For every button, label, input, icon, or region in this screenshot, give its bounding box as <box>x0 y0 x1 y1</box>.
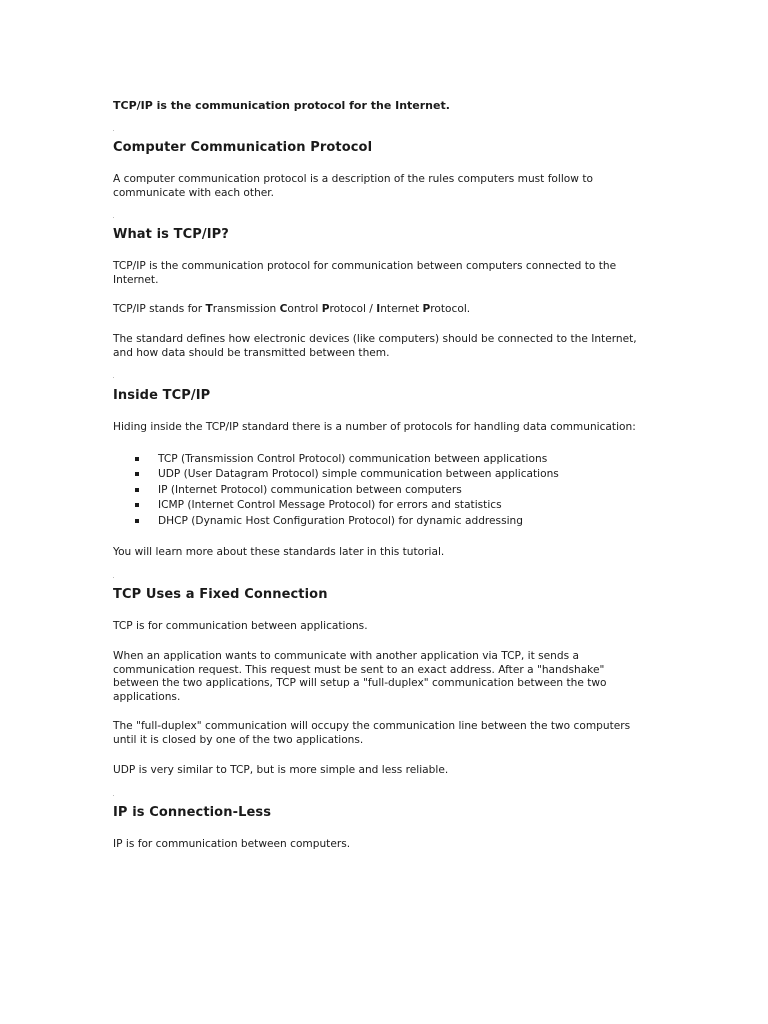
paragraph-what-is-3 <box>113 333 658 360</box>
text-fragment: nternet <box>380 303 423 315</box>
bullet-icon <box>135 519 139 523</box>
paragraph-line: Internet. <box>113 273 159 286</box>
list-item <box>113 483 559 498</box>
separator-dot <box>113 577 114 578</box>
list-item <box>113 467 559 482</box>
list-item-text: DHCP (Dynamic Host Configuration Protocol) for dynamic addressing <box>158 514 523 527</box>
separator-dot <box>113 217 114 218</box>
text-fragment: ransmission <box>212 303 280 315</box>
paragraph-tcp-4: UDP is very similar to TCP, but is more simple and less reliable. <box>113 764 449 776</box>
separator-dot <box>113 795 114 796</box>
emphasis-letter: T <box>205 303 213 315</box>
paragraph-inside-2: You will learn more about these standards later in this tutorial. <box>113 546 445 558</box>
heading-what-is-tcpip: What is TCP/IP? <box>113 227 229 242</box>
paragraph-line: The standard defines how electronic devices (like computers) should be connected to the Internet, <box>113 333 637 345</box>
paragraph-line: When an application wants to communicate with another application via TCP, it sends a <box>113 650 579 662</box>
paragraph-line: applications. <box>113 690 181 703</box>
separator-dot <box>113 130 114 131</box>
paragraph-line: between the two applications, TCP will setup a "full-duplex" communication between the two <box>113 677 607 689</box>
bullet-icon <box>135 503 139 507</box>
text-fragment: rotocol / <box>329 303 377 315</box>
paragraph-tcp-1: TCP is for communication between applications. <box>113 620 368 632</box>
paragraph-line: and how data should be transmitted between them. <box>113 346 390 359</box>
paragraph-tcp-2 <box>113 650 658 704</box>
paragraph-tcpip-stands-for <box>113 303 658 317</box>
separator-dot <box>113 377 114 378</box>
intro-text: TCP/IP is the communication protocol for the Internet. <box>113 99 450 112</box>
paragraph-comm-protocol <box>113 173 658 200</box>
bullet-icon <box>135 488 139 492</box>
emphasis-letter: P <box>422 303 431 315</box>
emphasis-letter: I <box>376 303 381 315</box>
list-item-text: IP (Internet Protocol) communication between computers <box>158 483 462 496</box>
heading-ip-connection-less: IP is Connection-Less <box>113 805 272 820</box>
paragraph-line: communication request. This request must be sent to an exact address. After a "handshake" <box>113 663 605 676</box>
list-item-text: TCP (Transmission Control Protocol) communication between applications <box>158 453 548 465</box>
paragraph-ip-1: IP is for communication between computers. <box>113 838 351 850</box>
protocol-list <box>113 452 559 529</box>
paragraph-line: The "full-duplex" communication will occupy the communication line between the two computers <box>113 720 631 732</box>
paragraph-line: TCP/IP is the communication protocol for communication between computers connected to the <box>113 260 617 272</box>
paragraph-line: communicate with each other. <box>113 186 275 199</box>
paragraph-tcp-3 <box>113 720 658 747</box>
list-item-text: UDP (User Datagram Protocol) simple communication between applications <box>158 468 559 481</box>
emphasis-letter: P <box>321 303 330 315</box>
heading-inside-tcpip: Inside TCP/IP <box>113 388 211 403</box>
list-item <box>113 514 559 529</box>
list-item <box>113 498 559 513</box>
paragraph-line: until it is closed by one of the two applications. <box>113 733 364 746</box>
list-item-text: ICMP (Internet Control Message Protocol) for errors and statistics <box>158 499 502 512</box>
text-fragment: ontrol <box>287 303 322 315</box>
text-fragment: TCP/IP stands for <box>113 303 206 315</box>
list-item <box>113 452 559 467</box>
bullet-icon <box>135 472 139 476</box>
heading-computer-communication-protocol: Computer Communication Protocol <box>113 140 373 155</box>
paragraph-what-is-1 <box>113 260 658 287</box>
text-fragment: rotocol. <box>430 303 471 315</box>
paragraph-line: A computer communication protocol is a description of the rules computers must follow to <box>113 173 593 185</box>
bullet-icon <box>135 457 139 461</box>
paragraph-inside-1: Hiding inside the TCP/IP standard there is a number of protocols for handling data communication: <box>113 421 636 433</box>
emphasis-letter: C <box>279 303 288 315</box>
heading-tcp-fixed-connection: TCP Uses a Fixed Connection <box>113 587 328 602</box>
